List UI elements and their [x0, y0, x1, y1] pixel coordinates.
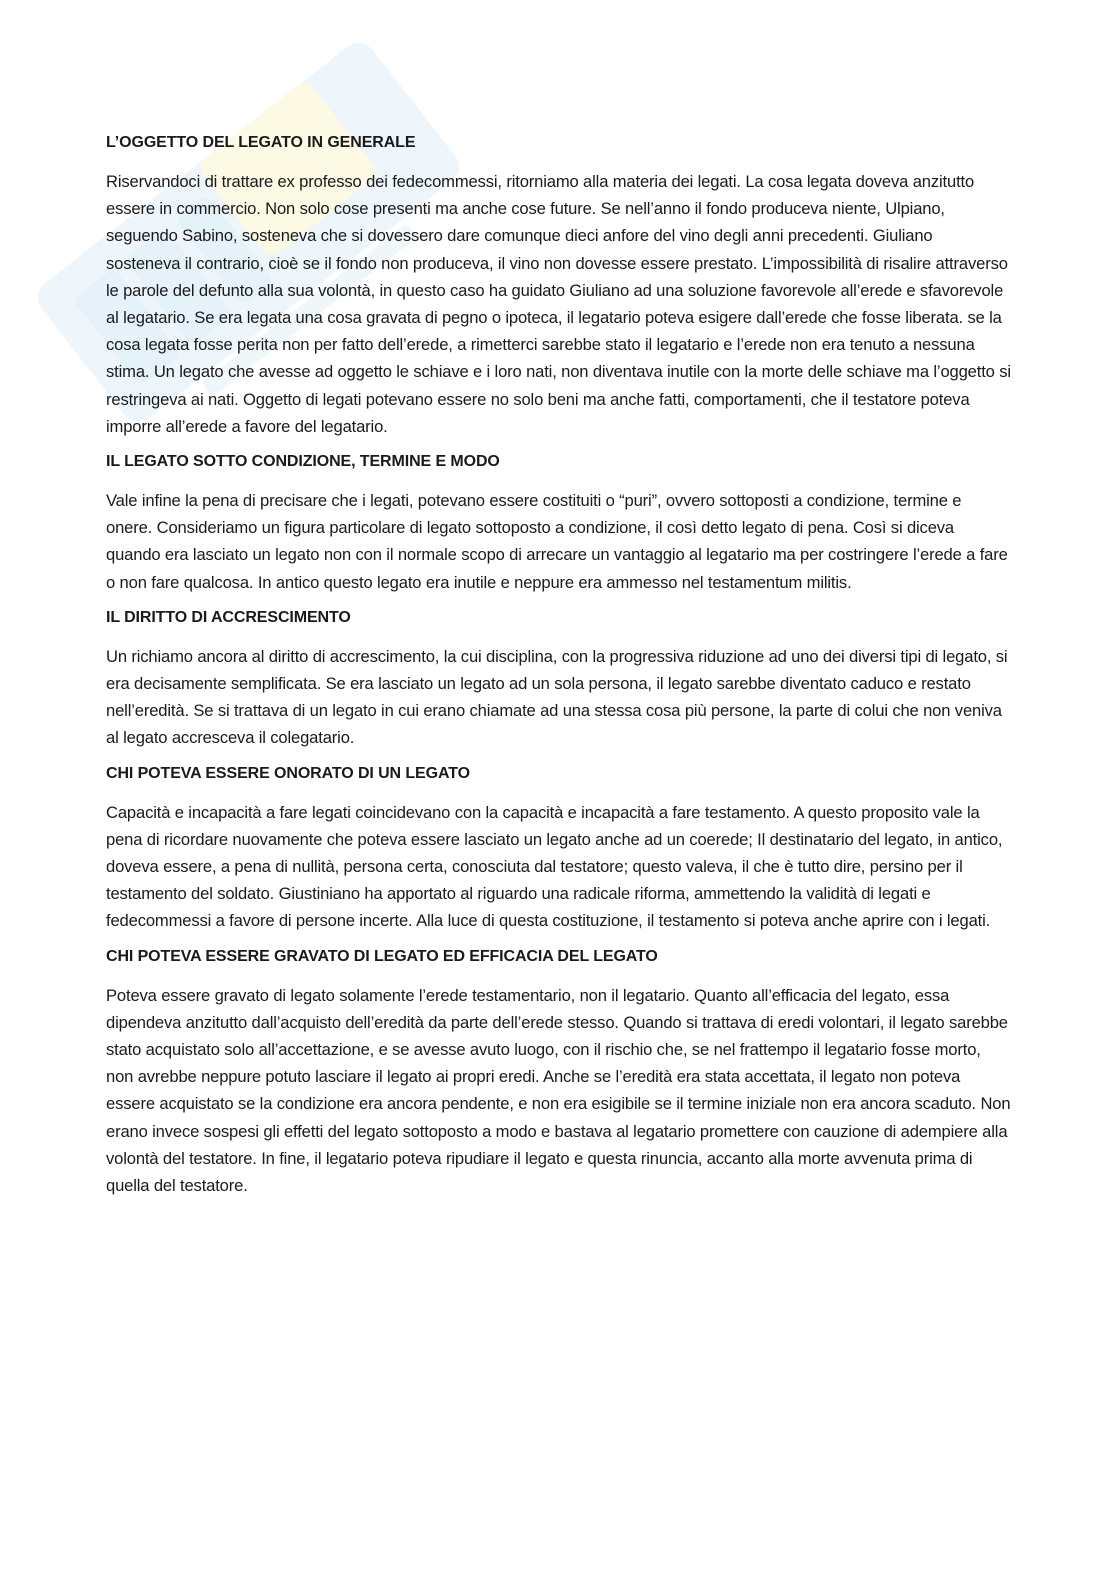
section-paragraph: Un richiamo ancora al diritto di accrescimento, la cui disciplina, con la progressiva riduzione ad uno dei diversi tipi di legato, si era decisamente semplificata. Se era lasciato un legato ad un sola persona, il legato sarebbe diventato caduco e restato nell’eredità. Se si trattava di un legato in cui erano chiamate ad una stessa cosa più persone, la parte di colui che non veniva al legato accresceva il colegatario. — [106, 646, 1008, 748]
section-condizione-termine-modo — [106, 451, 1011, 596]
section-gravato-efficacia — [106, 946, 1011, 1200]
section-oggetto-legato — [106, 132, 1011, 440]
section-heading: CHI POTEVA ESSERE ONORATO DI UN LEGATO — [106, 764, 470, 782]
section-heading: CHI POTEVA ESSERE GRAVATO DI LEGATO ED EFFICACIA DEL LEGATO — [106, 947, 658, 965]
section-paragraph: Vale infine la pena di precisare che i legati, potevano essere costituiti o “puri”, ovvero sottoposti a condizione, termine e onere. Consideriamo un figura particolare di legato sottoposto a condizione, il così detto legato di pena. Così si diceva quando era lasciato un legato non con il normale scopo di arrecare un vantaggio al legatario ma per costringere l’erede a fare o non fare qualcosa. In antico questo legato era inutile e neppure era ammesso nel testamentum militis. — [106, 491, 1008, 592]
section-onorato-legato — [106, 763, 1011, 935]
section-paragraph: Capacità e incapacità a fare legati coincidevano con la capacità e incapacità a fare testamento. A questo proposito vale la pena di ricordare nuovamente che poteva essere lasciato un legato anche ad un coerede; Il destinatario del legato, in antico, doveva essere, a pena di nullità, persona certa, conosciuta dal testatore; questo valeva, il che è tutto dire, persino per il testamento del soldato. Giustiniano ha apportato al riguardo una radicale riforma, ammettendo la validità di legati e fedecommessi a favore di persone incerte. Alla luce di questa costituzione, il testamento si poteva anche aprire con i legati. — [106, 802, 1003, 931]
section-paragraph: Riservandoci di trattare ex professo dei fedecommessi, ritorniamo alla materia dei legati. La cosa legata doveva anzitutto essere in commercio. Non solo cose presenti ma anche cose future. Se nell’anno il fondo produceva niente, Ulpiano, seguendo Sabino, sosteneva che si dovessero dare comunque dieci anfore del vino degli anni precedenti. Giuliano sosteneva il contrario, cioè se il fondo non produceva, il vino non dovesse essere prestato. L’impossibilità di risalire attraverso le parole del defunto alla sua volontà, in questo caso ha guidato Giuliano ad una soluzione favorevole all’erede e sfavorevole al legatario. Se era legata una cosa gravata di pegno o ipoteca, il legatario poteva esigere dall’erede che fosse liberata. se la cosa legata fosse perita non per fatto dell’erede, a rimetterci sarebbe stato il legatario e l’erede non era tenuto a nessuna stima. Un legato che avesse ad oggetto le schiave e i loro nati, non diventava inutile con la morte delle schiave ma l’oggetto si restringeva ai nati. Oggetto di legati potevano essere no solo beni ma anche fatti, comportamenti, che il testatore poteva imporre all’erede a favore del legatario. — [106, 172, 1011, 436]
section-heading: L’OGGETTO DEL LEGATO IN GENERALE — [106, 134, 416, 151]
section-heading: IL LEGATO SOTTO CONDIZIONE, TERMINE E MODO — [106, 453, 500, 471]
section-paragraph: Poteva essere gravato di legato solamente l’erede testamentario, non il legatario. Quanto all’efficacia del legato, essa dipendeva anzitutto dall’acquisto dell’eredità da parte dell’erede stesso. Quando si trattava di eredi volontari, il legato sarebbe stato acquistato solo all’accettazione, e se avesse avuto luogo, con il rischio che, se nel frattempo il legatario fosse morto, non avrebbe neppure potuto lasciare il legato ai propri eredi. Anche se l’eredità era stata accettata, il legato non poteva essere acquistato se la condizione era ancora pendente, e non era esigibile se il termine iniziale non era ancora scaduto. Non erano invece sospesi gli effetti del legato sottoposto a modo e bastava al legatario promettere con cauzione di adempiere alla volontà del testatore. In fine, il legatario poteva ripudiare il legato e questa rinuncia, accanto alla morte avvenuta prima di quella del testatore. — [106, 985, 1011, 1196]
section-heading: IL DIRITTO DI ACCRESCIMENTO — [106, 608, 351, 626]
section-diritto-accrescimento — [106, 607, 1011, 752]
document-page — [106, 132, 1011, 1210]
